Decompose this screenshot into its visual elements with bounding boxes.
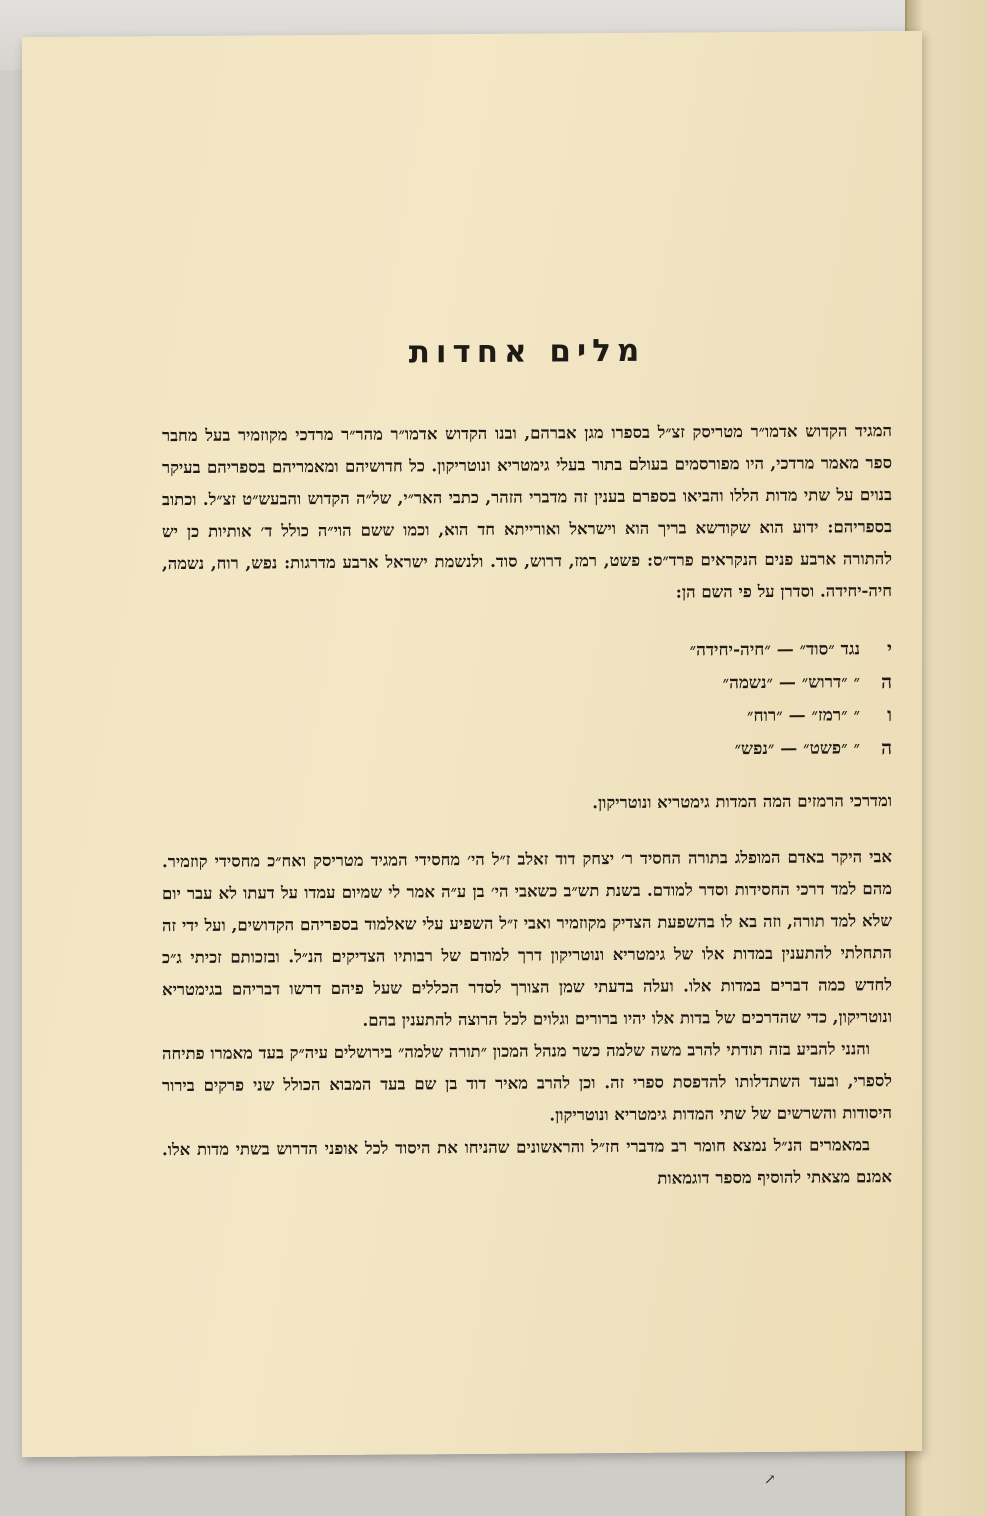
list-item <box>162 666 892 704</box>
page-title: מלים אחדות <box>408 332 646 371</box>
intro-paragraph: המגיד הקדוש אדמו״ר מטריסק זצ״ל בספרו מגן אברהם, ובנו הקדוש אדמו״ר מהר״ר מרדכי מקוזמיר בעל מחבר ספר מאמר מרדכי, היו מפורסמים בעולם בתור בעלי גימטריא ונוטריקון. כל חדושיהם ומאמריהם בספריהם בעיקר בנוים על שתי מדות הללו והביאו בספרם בענין זה מדברי הזהר, כתבי האר״י, של״ה הקדוש והבעש״ט זצ״ל. וכתוב בספריהם: ידוע הוא שקודשא בריך הוא וישראל ואורייתא חד הוא, וכמו ששם הוי״ה כולל ד׳ אותיות כן יש להתורה ארבע פנים הנקראים פרד״ס: פשט, רמז, דרוש, סוד. ולנשמת ישראל ארבע מדרגות: נפש, רוח, נשמה, חיה-יחידה. וסדרן על פי השם הן: <box>162 421 892 602</box>
summary-line: ומדרכי הרמזים המה המדות גימטריא ונוטריקון. <box>592 791 892 813</box>
body-paragraph-thanks: והנני להביע בזה תודתי להרב משה שלמה כשר מנהל המכון ״תורה שלמה״ בירושלים עיה״ק בעד מאמרו פתיחה לספרי, ובעד השתדלותו להדפסת ספרי זה. וכן להרב מאיר דוד בן שם בעד המבוא הכולל שני פרקים בירור היסודות והשרשים של שתי המדות גימטריא ונוטריקון. <box>162 1039 892 1125</box>
correspondence-text: נגד ״סוד״ — ״חיה-יחידה״ <box>689 639 860 661</box>
list-item <box>162 699 892 737</box>
body-paragraph-father: אבי היקר באדם המופלג בתורה החסיד ר׳ יצחק דוד זאלב ז״ל הי׳ מחסידי המגיד מטריסק ואח״כ מחסידי קוזמיר. מהם למד דרכי החסידות וסדר למודם. בשנת תש״ב כשאבי הי׳ בן ע״ה אמר לי שמיום עמדו על דעתו לא עבר יום שלא למד תורה, וזה בא לו בהשפעת הצדיק מקוזמיר ואבי ז״ל השפיע עלי שאלמוד בספריהם הקדושים, ועל ידי זה התחלתי להתענין במדות אלו של גימטריא ונוטריקון דרך למודם של רבותיו הצדיקים הנ״ל. ובזכותם זכיתי ג״כ לחדש כמה דברים במדות אלו. ועלה בדעתי שמן הצורך לסדר הכללים שעל פיהם דרשו דבריהם בגימטריא ונוטריקון, כדי שהדרכים של בדות אלו יהיו ברורים וגלוים לכל הרוצה להתענין בהם. <box>162 847 892 1030</box>
list-item <box>162 732 892 770</box>
page-mark: ↗ <box>764 1471 776 1488</box>
correspondence-text: ״ ״רמז״ — ״רוח״ <box>747 705 860 727</box>
correspondence-text: ״ ״פשט״ — ״נפש״ <box>734 738 860 760</box>
book-page <box>22 31 922 1488</box>
correspondence-text: ״ ״דרוש״ — ״נשמה״ <box>722 672 860 694</box>
list-item <box>162 633 892 671</box>
hebrew-letter: ה <box>881 671 892 694</box>
hebrew-letter: ה <box>881 737 892 760</box>
page-content <box>162 331 892 1198</box>
body-paragraph-sources: במאמרים הנ״ל נמצא חומר רב מדברי חז״ל והראשונים שהניחו את היסוד לכל אופני הדרוש בשתי מדות אלו. אמנם מצאתי להוסיף מספר דוגמאות <box>162 1135 892 1188</box>
name-correspondence-list <box>162 633 892 770</box>
hebrew-letter: י <box>887 638 892 661</box>
hebrew-letter: ו <box>887 704 892 727</box>
